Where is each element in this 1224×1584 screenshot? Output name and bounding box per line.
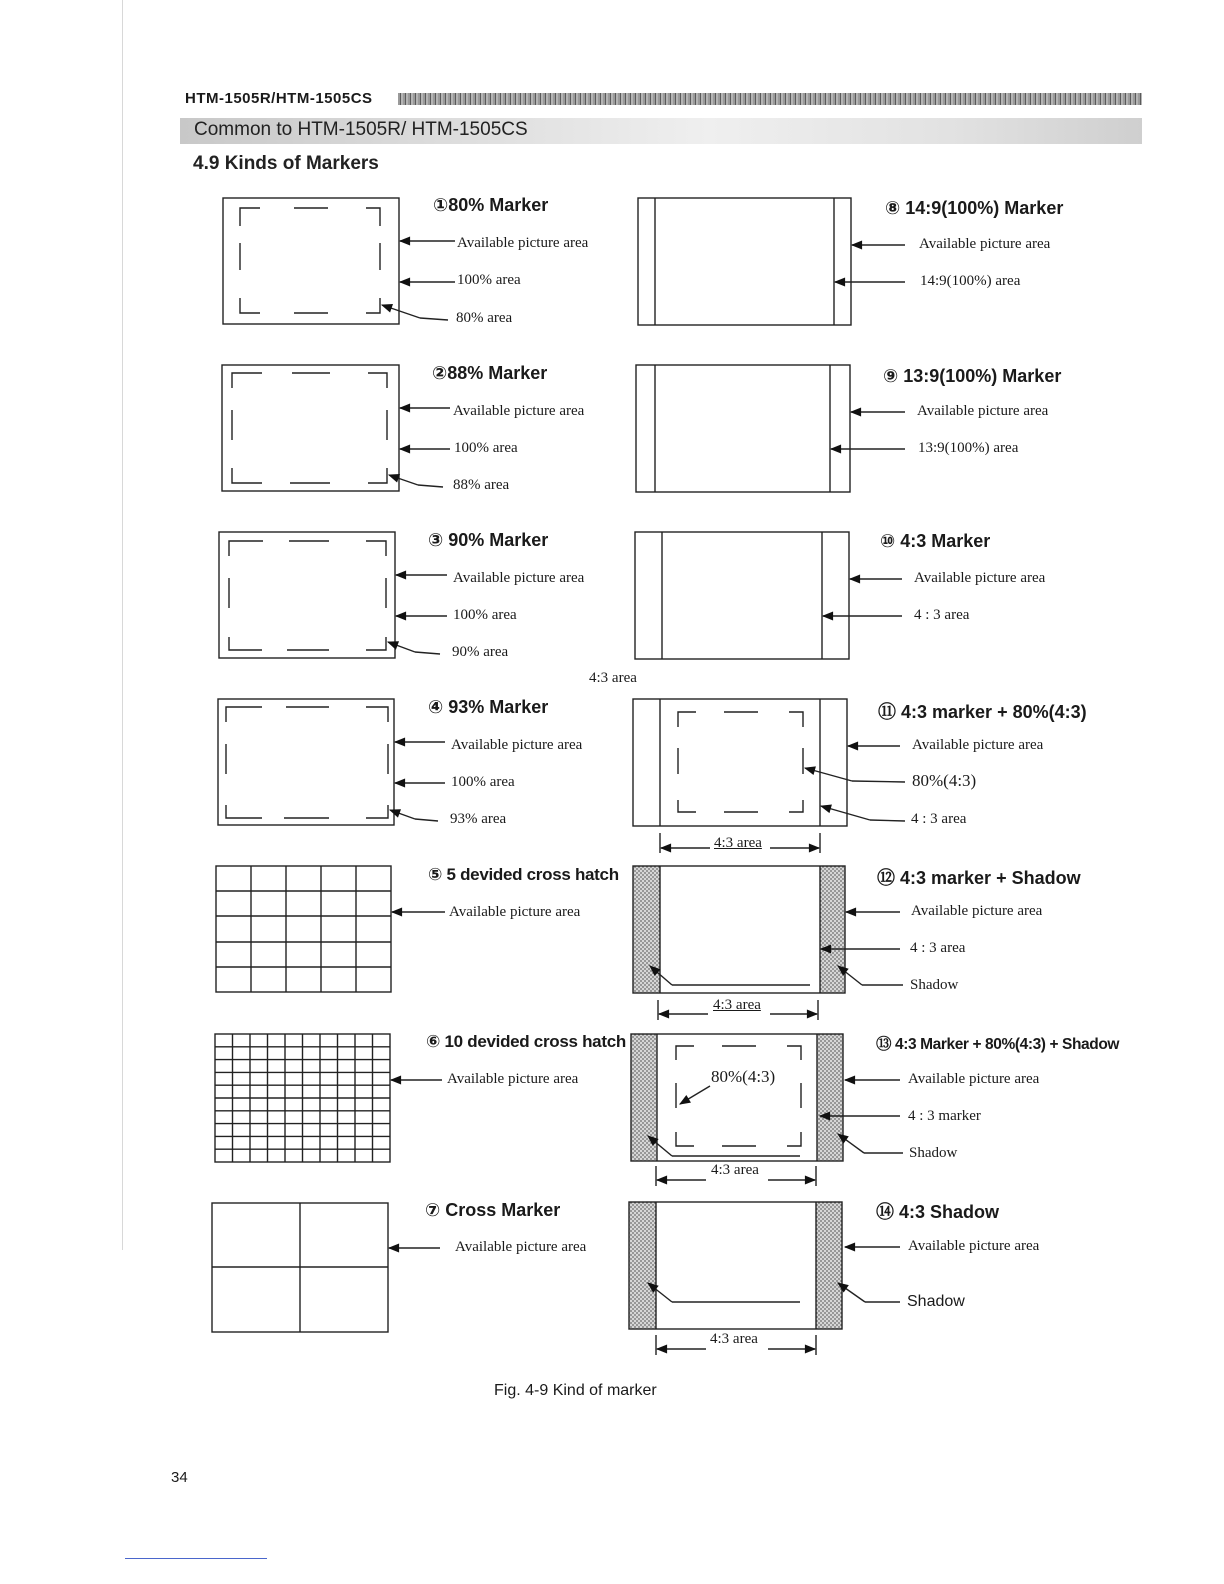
label-available-area: Available picture area — [457, 235, 589, 251]
title-cross-marker: ⑦ Cross Marker — [425, 1200, 561, 1220]
label-90-area: 90% area — [452, 644, 509, 660]
diagram-14-9-marker — [638, 198, 905, 325]
dimension-4-3-area: 4:3 area — [714, 835, 762, 851]
label-available-area: Available picture area — [451, 737, 583, 753]
diagram-93-marker — [218, 699, 445, 825]
label-shadow: Shadow — [910, 977, 959, 993]
title-5-cross-hatch: ⑤ 5 devided cross hatch — [428, 865, 619, 884]
label-100-area: 100% area — [451, 774, 515, 790]
label-shadow: Shadow — [909, 1145, 958, 1161]
diagram-4-3-shadow-80 — [631, 1034, 903, 1186]
label-inner-80-4-3: 80%(4:3) — [711, 1067, 776, 1086]
title-13-9-marker: ⑨ 13:9(100%) Marker — [883, 366, 1062, 386]
title-93-marker: ④ 93% Marker — [428, 697, 549, 717]
dimension-4-3-area: 4:3 area — [713, 997, 761, 1013]
label-93-area: 93% area — [450, 811, 507, 827]
label-4-3-area: 4 : 3 area — [914, 607, 970, 623]
label-available-area: Available picture area — [449, 904, 581, 920]
label-4-3-area: 4 : 3 area — [911, 811, 967, 827]
label-4-3-area: 4 : 3 area — [910, 940, 966, 956]
page-number: 34 — [171, 1469, 188, 1486]
title-4-3-marker-shadow: ⑫ 4:3 marker + Shadow — [877, 868, 1081, 888]
title-10-cross-hatch: ⑥ 10 devided cross hatch — [426, 1032, 626, 1051]
diagram-5-cross-hatch — [216, 866, 445, 992]
label-100-area: 100% area — [457, 272, 521, 288]
footer-rule — [125, 1558, 267, 1559]
label-4-3-marker: 4 : 3 marker — [908, 1108, 981, 1124]
label-4-3-area-top: 4:3 area — [589, 670, 637, 686]
title-90-marker: ③ 90% Marker — [428, 530, 549, 550]
label-13-9-area: 13:9(100%) area — [918, 440, 1019, 456]
title-4-3-marker: ⑩ 4:3 Marker — [880, 531, 991, 551]
figure-caption: Fig. 4-9 Kind of marker — [494, 1382, 657, 1399]
label-available-area: Available picture area — [914, 570, 1046, 586]
label-available-area: Available picture area — [453, 403, 585, 419]
title-80-marker: ①80% Marker — [433, 195, 549, 215]
title-4-3-marker-80-shadow: ⑬ 4:3 Marker + 80%(4:3) + Shadow — [876, 1036, 1120, 1053]
dimension-4-3-area: 4:3 area — [711, 1162, 759, 1178]
diagram-4-3-shadow-a — [633, 866, 903, 1020]
title-4-3-shadow: ⑭ 4:3 Shadow — [876, 1202, 1000, 1222]
label-available-area: Available picture area — [453, 570, 585, 586]
model-header: HTM-1505R/HTM-1505CS — [185, 90, 373, 107]
label-available-area: Available picture area — [908, 1238, 1040, 1254]
label-available-area: Available picture area — [455, 1239, 587, 1255]
common-heading: Common to HTM-1505R/ HTM-1505CS — [194, 119, 528, 140]
label-88-area: 88% area — [453, 477, 510, 493]
diagram-90-marker — [219, 532, 447, 658]
title-14-9-marker: ⑧ 14:9(100%) Marker — [885, 198, 1064, 218]
label-80-4-3: 80%(4:3) — [912, 771, 977, 790]
label-100-area: 100% area — [453, 607, 517, 623]
label-available-area: Available picture area — [447, 1071, 579, 1087]
diagram-80-marker — [223, 198, 455, 324]
label-14-9-area: 14:9(100%) area — [920, 273, 1021, 289]
label-100-area: 100% area — [454, 440, 518, 456]
label-available-area: Available picture area — [911, 903, 1043, 919]
title-4-3-marker-80: ⑪ 4:3 marker + 80%(4:3) — [878, 702, 1087, 722]
section-title: 4.9 Kinds of Markers — [193, 153, 379, 174]
title-88-marker: ②88% Marker — [432, 363, 548, 383]
label-available-area: Available picture area — [917, 403, 1049, 419]
dimension-4-3-area: 4:3 area — [710, 1331, 758, 1347]
diagram-4-3-marker-80 — [633, 699, 905, 853]
diagram-13-9-marker — [636, 365, 905, 492]
diagram-cross-marker — [212, 1203, 440, 1332]
label-80-area: 80% area — [456, 310, 513, 326]
diagram-10-cross-hatch — [215, 1034, 442, 1162]
label-available-area: Available picture area — [908, 1071, 1040, 1087]
label-available-area: Available picture area — [919, 236, 1051, 252]
diagram-4-3-marker — [635, 532, 902, 659]
label-available-area: Available picture area — [912, 737, 1044, 753]
diagram-4-3-shadow-b — [629, 1202, 900, 1355]
label-shadow: Shadow — [907, 1293, 965, 1310]
diagram-88-marker — [222, 365, 450, 491]
